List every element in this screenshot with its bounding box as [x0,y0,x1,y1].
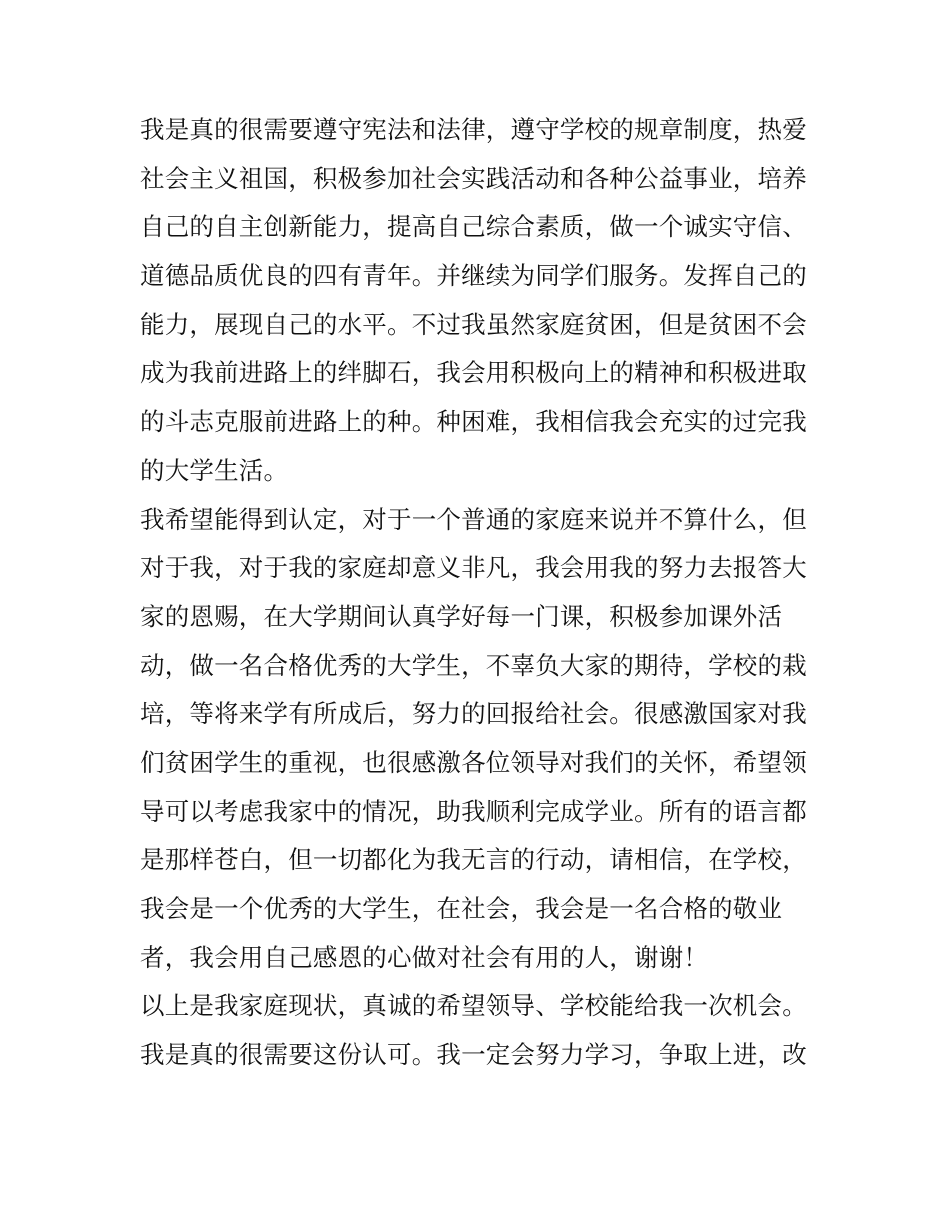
text-line: 家的恩赐，在大学期间认真学好每一门课，积极参加课外活 [140,601,783,631]
text-line: 我是真的很需要遵守宪法和法律，遵守学校的规章制度，热爱 [140,115,807,144]
text-line: 们贫困学生的重视，也很感激各位领导对我们的关怀，希望领 [140,747,807,777]
text-line: 自己的自主创新能力，提高自己综合素质，做一个诚实守信、 [140,212,807,242]
text-line: 者，我会用自己感恩的心做对社会有用的人，谢谢！ [140,942,709,972]
text-line: 成为我前进路上的绊脚石，我会用积极向上的精神和积极进取 [140,358,807,388]
text-line: 以上是我家庭现状，真诚的希望领导、学校能给我一次机会。 [140,991,807,1021]
text-line: 道德品质优良的四有青年。并继续为同学们服务。发挥自己的 [140,261,807,291]
text-line: 培，等将来学有所成后，努力的回报给社会。很感激国家对我 [140,699,807,729]
text-line: 我会是一个优秀的大学生，在社会，我会是一名合格的敬业 [140,894,783,923]
text-line: 我希望能得到认定，对于一个普通的家庭来说并不算什么，但 [140,504,807,534]
text-line: 我是真的很需要这份认可。我一定会努力学习，争取上进，改 [140,1040,807,1070]
document-body [140,106,820,1080]
text-line: 是那样苍白，但一切都化为我无言的行动，请相信，在学校， [140,845,807,875]
text-line: 社会主义祖国，积极参加社会实践活动和各种公益事业，培养 [140,163,807,193]
text-line: 动，做一名合格优秀的大学生，不辜负大家的期待，学校的栽 [140,650,807,680]
text-line: 导可以考虑我家中的情况，助我顺利完成学业。所有的语言都 [140,796,807,826]
text-line: 能力，展现自己的水平。不过我虽然家庭贫困，但是贫困不会 [140,309,807,339]
text-line: 的斗志克服前进路上的种。种困难，我相信我会充实的过完我 [140,407,807,437]
text-line: 的大学生活。 [140,455,289,485]
text-line: 对于我，对于我的家庭却意义非凡，我会用我的努力去报答大 [140,553,807,583]
